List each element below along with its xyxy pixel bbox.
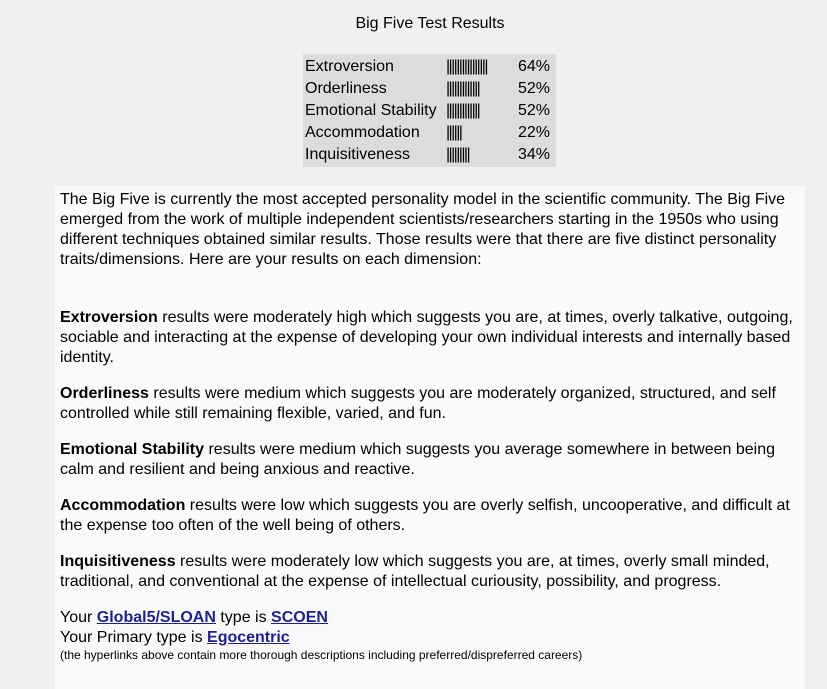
score-percent: 34% (517, 146, 550, 163)
score-row-orderliness (303, 78, 556, 100)
trait-name: Extroversion (60, 309, 158, 326)
score-percent: 22% (517, 124, 550, 141)
trait-name: Inquisitiveness (60, 553, 176, 570)
trait-name: Accommodation (60, 497, 186, 514)
trait-paragraph-inquisitiveness (60, 552, 801, 592)
trait-text: results were moderately high which suggests you are, at times, overly talkative, outgoing, sociable and interacting at the expense of developing your own individual interests and internally based identity. (60, 309, 793, 366)
score-label: Extroversion (305, 58, 394, 75)
trait-name: Orderliness (60, 385, 149, 402)
score-bar: |||||| (446, 124, 462, 141)
trait-paragraph-accommodation (60, 496, 801, 536)
type-summary (60, 608, 801, 662)
trait-paragraph-extroversion (60, 308, 801, 368)
primary-type-line (60, 628, 801, 648)
trait-text: results were medium which suggests you average somewhere in between being calm and resilient and being anxious and reactive. (60, 441, 775, 478)
score-table (303, 54, 556, 167)
global5-type-line (60, 608, 801, 628)
results-description (55, 186, 805, 689)
global5-prefix: Your (60, 609, 97, 626)
score-row-emotional-stability (303, 100, 556, 122)
egocentric-type-link[interactable]: Egocentric (207, 629, 290, 646)
score-percent: 52% (517, 102, 550, 119)
score-percent: 52% (517, 80, 550, 97)
trait-text: results were medium which suggests you are moderately organized, structured, and self controlled while still remaining flexible, varied, and fun. (60, 385, 776, 422)
score-bar: ||||||||||||| (446, 80, 480, 97)
trait-paragraph-emotional-stability (60, 440, 801, 480)
score-label: Accommodation (305, 124, 420, 141)
global5-sloan-link[interactable]: Global5/SLOAN (96, 609, 216, 626)
page-title: Big Five Test Results (355, 15, 505, 32)
trait-name: Emotional Stability (60, 441, 205, 458)
global5-middle: type is (215, 609, 272, 626)
hyperlink-note: (the hyperlinks above contain more thorough descriptions including preferred/dispreferred careers) (60, 648, 583, 662)
score-bar: ||||||||||||| (446, 102, 480, 119)
score-label: Emotional Stability (305, 102, 437, 119)
score-label: Inquisitiveness (305, 146, 410, 163)
score-bar: ||||||||| (446, 146, 470, 163)
score-percent: 64% (517, 58, 550, 75)
score-row-extroversion (303, 56, 556, 78)
scoen-type-link[interactable]: SCOEN (271, 609, 328, 626)
score-label: Orderliness (305, 80, 387, 97)
trait-text: results were low which suggests you are overly selfish, uncooperative, and difficult at the expense too often of the well being of others. (60, 497, 790, 534)
intro-paragraph: The Big Five is currently the most accepted personality model in the scientific community. The Big Five emerged from the work of multiple independent scientists/researchers starting in the 1950s who using different techniques obtained similar results. Those results were that there are five distinct personality traits/dimensions. Here are your results on each dimension: (60, 191, 786, 268)
trait-paragraph-orderliness (60, 384, 801, 424)
score-bar: |||||||||||||||| (446, 58, 487, 75)
primary-type-prefix: Your Primary type is (60, 629, 208, 646)
score-row-accommodation (303, 122, 556, 144)
score-row-inquisitiveness (303, 144, 556, 166)
trait-text: results were moderately low which suggests you are, at times, overly small minded, traditional, and conventional at the expense of intellectual curiousity, possibility, and progress. (60, 553, 770, 590)
